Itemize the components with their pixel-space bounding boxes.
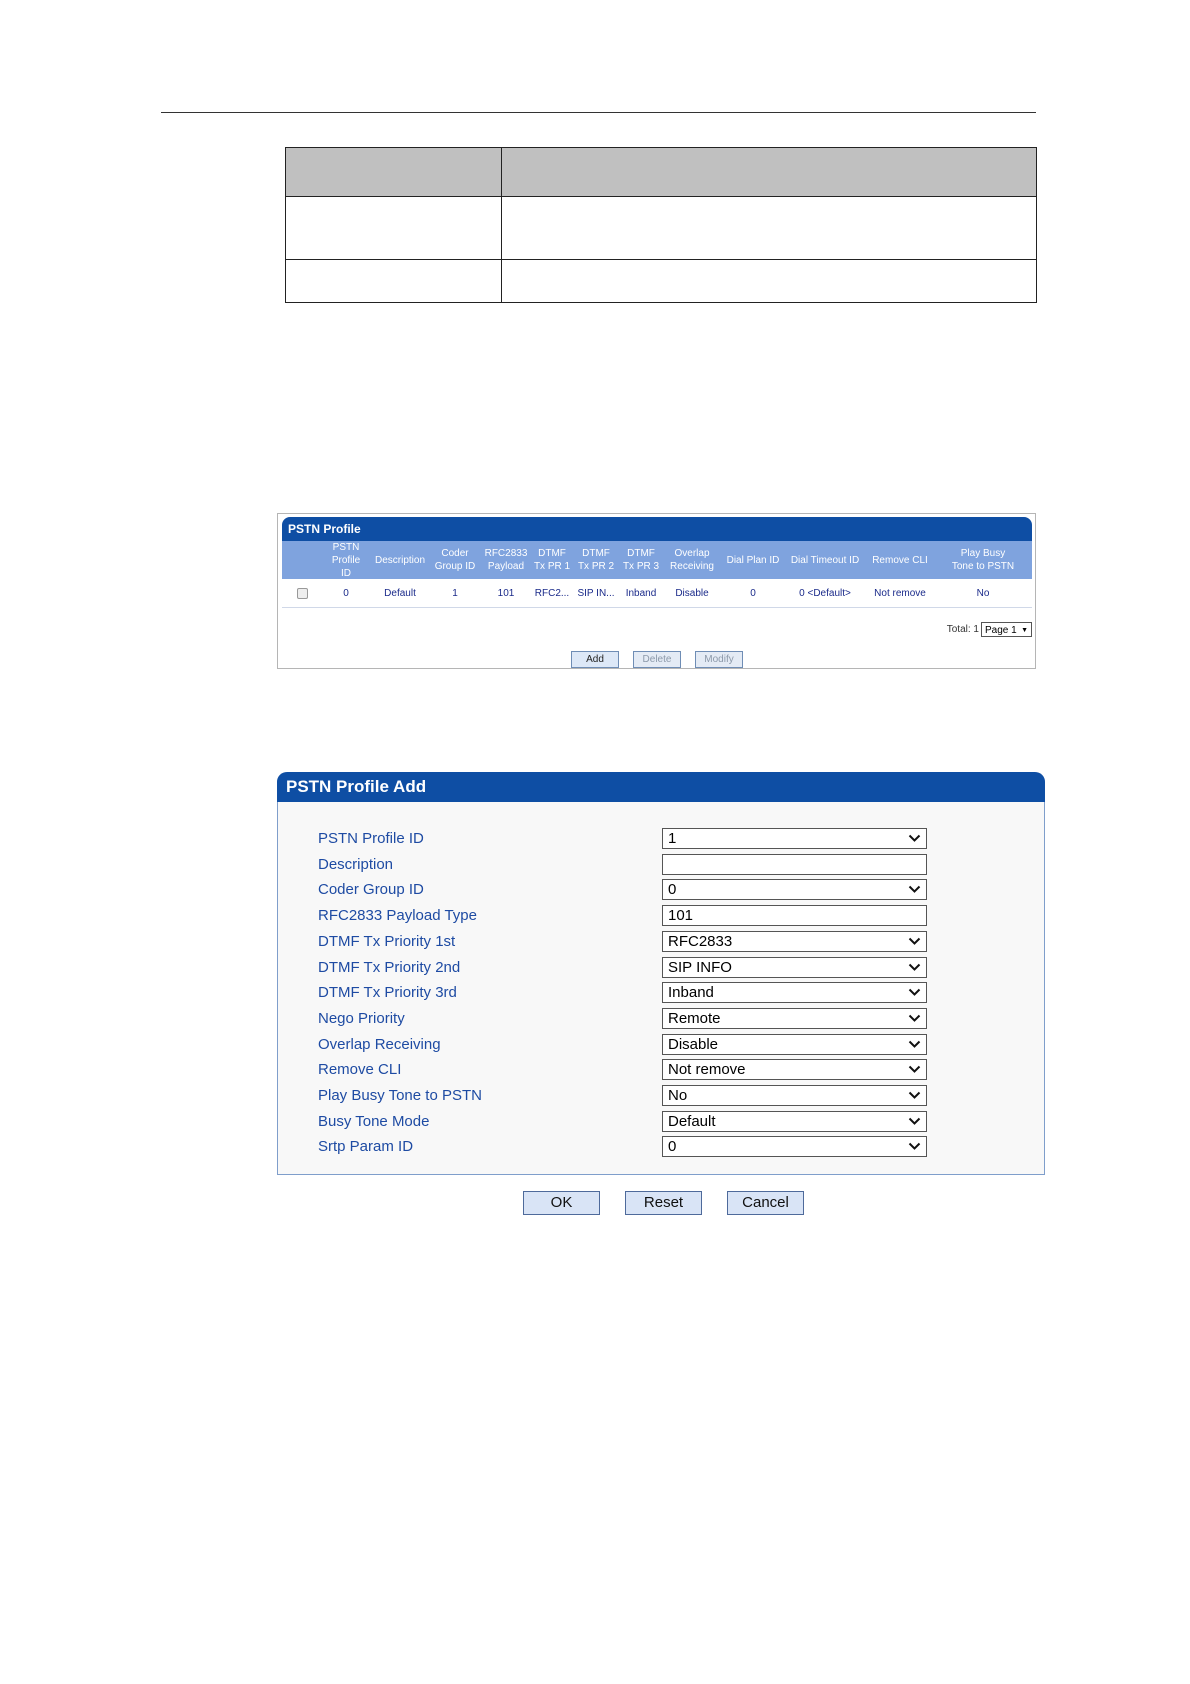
cell-dial-plan-id: 0	[750, 587, 756, 599]
chevron-down-icon	[908, 983, 922, 1002]
coder-group-id-label: Coder Group ID	[318, 881, 424, 898]
column-header: Remove CLI	[872, 554, 928, 566]
document-table-row	[286, 197, 1037, 260]
cell-description: Default	[384, 587, 416, 599]
cell-dtmf-pr1: RFC2...	[534, 587, 570, 599]
table-row[interactable]	[282, 579, 1032, 608]
chevron-down-icon	[908, 932, 922, 951]
reset-button[interactable]: Reset	[625, 1191, 702, 1215]
busy-tone-mode-value: Default	[668, 1113, 716, 1130]
remove-cli-label: Remove CLI	[318, 1061, 402, 1078]
pstn-profile-list-panel	[277, 513, 1036, 669]
row-checkbox[interactable]	[297, 588, 308, 599]
description-input[interactable]	[662, 854, 927, 875]
nego-priority-label: Nego Priority	[318, 1010, 405, 1027]
chevron-down-icon	[908, 1086, 922, 1105]
column-header: Coder Group ID	[434, 548, 476, 572]
pstn-profile-id-select[interactable]	[662, 828, 927, 849]
dtmf-tx-priority-1st-label: DTMF Tx Priority 1st	[318, 933, 456, 950]
chevron-down-icon	[908, 1112, 922, 1131]
cell-profile-id: 0	[343, 587, 349, 599]
column-header: RFC2833 Payload	[484, 548, 528, 572]
column-header: DTMF Tx PR 3	[622, 548, 660, 572]
dtmf-tx-priority-3rd-label: DTMF Tx Priority 3rd	[318, 984, 457, 1001]
srtp-param-id-value: 0	[668, 1138, 677, 1155]
form-title: PSTN Profile Add	[277, 772, 1045, 802]
column-header: Description	[374, 554, 426, 566]
column-header: Play Busy Tone to PSTN	[951, 548, 1015, 572]
page-select-value: Page 1	[985, 625, 1017, 636]
chevron-down-icon	[908, 1009, 922, 1028]
pstn-profile-add-form	[277, 772, 1045, 1175]
dtmf-tx-priority-2nd-label: DTMF Tx Priority 2nd	[318, 959, 461, 976]
list-table-header	[282, 541, 1032, 579]
overlap-receiving-select[interactable]	[662, 1034, 927, 1055]
rfc2833-payload-type-input[interactable]	[662, 905, 927, 926]
delete-button[interactable]: Delete	[633, 651, 681, 668]
column-header: Dial Plan ID	[726, 554, 780, 566]
cell-coder-group-id: 1	[452, 587, 458, 599]
pstn-profile-id-value: 1	[668, 830, 677, 847]
column-header: Dial Timeout ID	[790, 554, 860, 566]
cell-play-busy-tone: No	[976, 587, 990, 599]
coder-group-id-value: 0	[668, 881, 677, 898]
document-table	[285, 147, 1037, 303]
chevron-down-icon	[908, 958, 922, 977]
dtmf-tx-priority-2nd-select[interactable]	[662, 957, 927, 978]
chevron-down-icon	[908, 880, 922, 899]
busy-tone-mode-select[interactable]	[662, 1111, 927, 1132]
cell-dtmf-pr3: Inband	[625, 587, 657, 599]
play-busy-tone-to-pstn-value: No	[668, 1087, 688, 1104]
dtmf-tx-priority-1st-select[interactable]	[662, 931, 927, 952]
chevron-down-icon	[908, 1137, 922, 1156]
coder-group-id-select[interactable]	[662, 879, 927, 900]
remove-cli-value: Not remove	[668, 1061, 746, 1078]
cell-dial-timeout-id: 0 <Default>	[799, 587, 851, 599]
busy-tone-mode-label: Busy Tone Mode	[318, 1113, 430, 1130]
page-select[interactable]	[981, 622, 1032, 637]
chevron-down-icon	[908, 829, 922, 848]
chevron-down-icon	[908, 1060, 922, 1079]
overlap-receiving-label: Overlap Receiving	[318, 1036, 441, 1053]
column-header: Overlap Receiving	[670, 548, 714, 572]
total-count: Total: 1	[946, 624, 979, 635]
nego-priority-select[interactable]	[662, 1008, 927, 1029]
dtmf-tx-priority-3rd-value: Inband	[668, 984, 714, 1001]
srtp-param-id-label: Srtp Param ID	[318, 1138, 414, 1155]
pstn-profile-id-label: PSTN Profile ID	[318, 830, 424, 847]
chevron-down-icon	[908, 1035, 922, 1054]
triangle-down-icon: ▼	[1021, 627, 1028, 634]
cell-overlap-receiving: Disable	[675, 587, 709, 599]
cell-dtmf-pr2: SIP IN...	[577, 587, 615, 599]
description-label: Description	[318, 856, 394, 873]
modify-button[interactable]: Modify	[695, 651, 743, 668]
add-button[interactable]: Add	[571, 651, 619, 668]
remove-cli-select[interactable]	[662, 1059, 927, 1080]
document-table-row	[286, 260, 1037, 303]
list-panel-title: PSTN Profile	[282, 517, 1032, 541]
page-header-rule	[161, 112, 1036, 113]
play-busy-tone-to-pstn-label: Play Busy Tone to PSTN	[318, 1087, 482, 1104]
column-header: PSTN Profile ID	[331, 541, 361, 579]
dtmf-tx-priority-3rd-select[interactable]	[662, 982, 927, 1003]
play-busy-tone-to-pstn-select[interactable]	[662, 1085, 927, 1106]
ok-button[interactable]: OK	[523, 1191, 600, 1215]
nego-priority-value: Remote	[668, 1010, 721, 1027]
column-header: DTMF Tx PR 2	[577, 548, 615, 572]
dtmf-tx-priority-2nd-value: SIP INFO	[668, 959, 732, 976]
document-table-header	[286, 148, 1037, 197]
srtp-param-id-select[interactable]	[662, 1136, 927, 1157]
rfc2833-payload-type-value: 101	[668, 907, 694, 924]
overlap-receiving-value: Disable	[668, 1036, 719, 1053]
cell-remove-cli: Not remove	[874, 587, 926, 599]
cell-rfc2833-payload: 101	[497, 587, 515, 599]
dtmf-tx-priority-1st-value: RFC2833	[668, 933, 733, 950]
rfc2833-payload-type-label: RFC2833 Payload Type	[318, 907, 477, 924]
column-header: DTMF Tx PR 1	[533, 548, 571, 572]
cancel-button[interactable]: Cancel	[727, 1191, 804, 1215]
